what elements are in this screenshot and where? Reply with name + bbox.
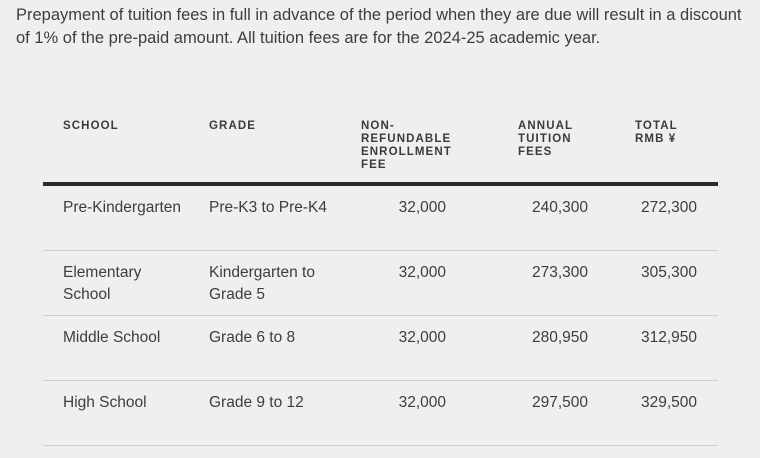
cell-enrollment-fee: 32,000: [398, 199, 446, 216]
tuition-fee-table: [43, 118, 718, 411]
cell-grade: Pre-K3 to Pre-K4: [209, 199, 328, 216]
table-row: [43, 316, 718, 381]
cell-grade: Grade 6 to 8: [209, 329, 296, 346]
intro-paragraph: Prepayment of tuition fees in full in advance of the period when they are due will result in a discount of 1% of the pre-paid amount. All tuition fees are for the 2024-25 academic year.: [16, 6, 742, 47]
cell-total: 329,500: [640, 394, 697, 411]
table-body: [43, 186, 718, 446]
table-row: [43, 251, 718, 316]
cell-total: 305,300: [640, 264, 697, 281]
cell-annual-tuition: 273,300: [531, 264, 588, 281]
cell-annual-tuition: 240,300: [531, 199, 588, 216]
cell-total: 272,300: [640, 199, 697, 216]
cell-grade: Grade 9 to 12: [209, 394, 304, 411]
cell-annual-tuition: 297,500: [531, 394, 588, 411]
cell-school: Pre-Kindergarten: [63, 199, 182, 216]
cell-school: Elementary School: [63, 264, 142, 303]
header-grade: GRADE: [209, 120, 257, 132]
header-total: TOTAL RMB ¥: [635, 120, 678, 145]
header-enrollment-fee: NON- REFUNDABLE ENROLLMENT FEE: [361, 120, 452, 171]
cell-total: 312,950: [640, 329, 697, 346]
cell-annual-tuition: 280,950: [531, 329, 588, 346]
cell-school: Middle School: [63, 329, 161, 346]
cell-school: High School: [63, 394, 147, 411]
table-row: [43, 381, 718, 446]
table-row: [43, 186, 718, 251]
header-annual-tuition: ANNUAL TUITION FEES: [518, 120, 574, 158]
table-header: [43, 118, 718, 182]
cell-enrollment-fee: 32,000: [398, 264, 446, 281]
header-school: SCHOOL: [63, 120, 119, 132]
cell-grade: Kindergarten to Grade 5: [209, 264, 315, 303]
cell-enrollment-fee: 32,000: [398, 394, 446, 411]
cell-enrollment-fee: 32,000: [398, 329, 446, 346]
